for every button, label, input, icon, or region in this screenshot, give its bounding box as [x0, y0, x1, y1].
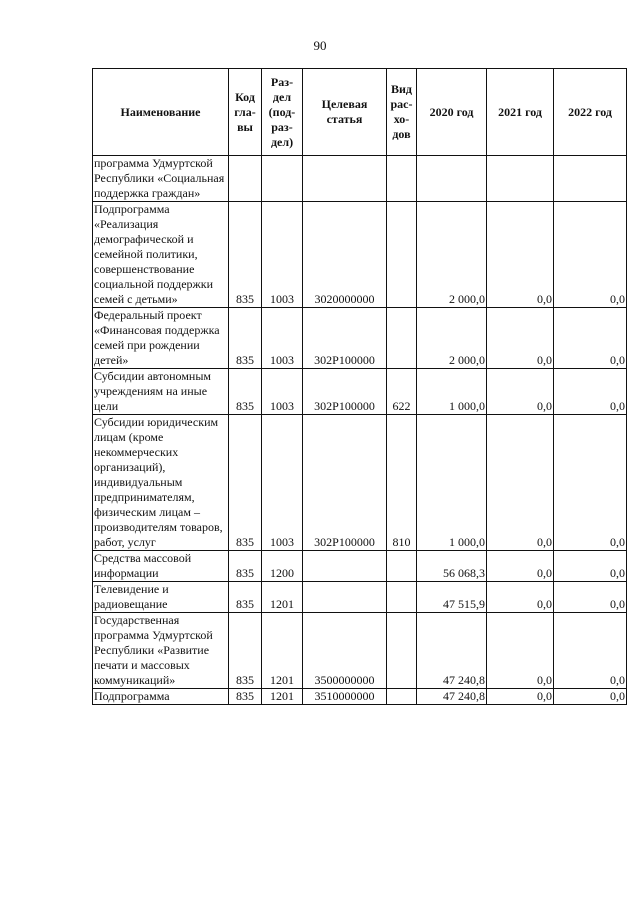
header-name: Наименование — [93, 69, 229, 156]
header-section: Раз-дел (под-раз-дел) — [262, 69, 303, 156]
row-expense-type — [387, 308, 417, 369]
row-target: 302Р100000 — [303, 308, 387, 369]
row-2021: 0,0 — [487, 689, 554, 705]
header-year-2020: 2020 год — [417, 69, 487, 156]
row-2021: 0,0 — [487, 415, 554, 551]
table-row — [93, 308, 627, 369]
row-chapter: 835 — [229, 369, 262, 415]
row-expense-type — [387, 582, 417, 613]
row-2021: 0,0 — [487, 551, 554, 582]
row-2020: 1 000,0 — [417, 369, 487, 415]
row-section: 1201 — [262, 689, 303, 705]
table-row — [93, 613, 627, 689]
row-2022: 0,0 — [554, 551, 627, 582]
row-expense-type: 810 — [387, 415, 417, 551]
row-chapter: 835 — [229, 689, 262, 705]
row-target — [303, 551, 387, 582]
row-2022: 0,0 — [554, 369, 627, 415]
row-chapter: 835 — [229, 308, 262, 369]
row-name: Подпрограмма — [93, 689, 229, 705]
row-target: 302Р100000 — [303, 369, 387, 415]
row-2022 — [554, 156, 627, 202]
row-2022: 0,0 — [554, 689, 627, 705]
row-chapter — [229, 156, 262, 202]
row-2021: 0,0 — [487, 369, 554, 415]
table-body — [93, 156, 627, 705]
row-target: 3020000000 — [303, 202, 387, 308]
row-2020: 56 068,3 — [417, 551, 487, 582]
row-2020: 2 000,0 — [417, 202, 487, 308]
row-expense-type — [387, 551, 417, 582]
row-chapter: 835 — [229, 415, 262, 551]
row-name: Средства массовой информации — [93, 551, 229, 582]
table-row — [93, 582, 627, 613]
header-target-article: Целевая статья — [303, 69, 387, 156]
row-expense-type — [387, 613, 417, 689]
table-row — [93, 202, 627, 308]
row-2020: 47 240,8 — [417, 613, 487, 689]
row-chapter: 835 — [229, 582, 262, 613]
row-section: 1003 — [262, 415, 303, 551]
row-target — [303, 156, 387, 202]
table-row — [93, 551, 627, 582]
row-2021: 0,0 — [487, 202, 554, 308]
row-2021: 0,0 — [487, 582, 554, 613]
table-row — [93, 369, 627, 415]
row-2020: 2 000,0 — [417, 308, 487, 369]
row-2020: 47 515,9 — [417, 582, 487, 613]
row-name: Государственная программа Удмуртской Республики «Развитие печати и массовых коммуникаций» — [93, 613, 229, 689]
row-2022: 0,0 — [554, 582, 627, 613]
row-section — [262, 156, 303, 202]
row-expense-type — [387, 202, 417, 308]
row-2020: 1 000,0 — [417, 415, 487, 551]
row-name: программа Удмуртской Республики «Социальная поддержка граждан» — [93, 156, 229, 202]
row-name: Субсидии юридическим лицам (кроме некоммерческих организаций), индивидуальным предпринимателям, физическим лицам – производителям товаров, работ, услуг — [93, 415, 229, 551]
row-2022: 0,0 — [554, 415, 627, 551]
header-year-2021: 2021 год — [487, 69, 554, 156]
row-target: 302Р100000 — [303, 415, 387, 551]
row-section: 1003 — [262, 369, 303, 415]
row-section: 1201 — [262, 613, 303, 689]
row-name: Подпрограмма «Реализация демографической и семейной политики, совершенствование социальной поддержки семей с детьми» — [93, 202, 229, 308]
table-header — [93, 69, 627, 156]
table-row — [93, 156, 627, 202]
row-name: Субсидии автономным учреждениям на иные цели — [93, 369, 229, 415]
row-expense-type — [387, 689, 417, 705]
table-row — [93, 689, 627, 705]
row-expense-type: 622 — [387, 369, 417, 415]
budget-table — [92, 68, 627, 705]
row-section: 1003 — [262, 202, 303, 308]
header-row — [93, 69, 627, 156]
row-2022: 0,0 — [554, 308, 627, 369]
row-name: Федеральный проект «Финансовая поддержка семей при рождении детей» — [93, 308, 229, 369]
row-2020 — [417, 156, 487, 202]
row-section: 1201 — [262, 582, 303, 613]
table-row — [93, 415, 627, 551]
row-2021: 0,0 — [487, 613, 554, 689]
row-target: 3510000000 — [303, 689, 387, 705]
header-expense-type: Вид рас-хо-дов — [387, 69, 417, 156]
row-name: Телевидение и радиовещание — [93, 582, 229, 613]
row-target — [303, 582, 387, 613]
row-section: 1003 — [262, 308, 303, 369]
row-chapter: 835 — [229, 613, 262, 689]
row-2020: 47 240,8 — [417, 689, 487, 705]
row-chapter: 835 — [229, 551, 262, 582]
row-expense-type — [387, 156, 417, 202]
row-2021: 0,0 — [487, 308, 554, 369]
row-target: 3500000000 — [303, 613, 387, 689]
row-chapter: 835 — [229, 202, 262, 308]
row-2021 — [487, 156, 554, 202]
row-2022: 0,0 — [554, 202, 627, 308]
row-section: 1200 — [262, 551, 303, 582]
row-2022: 0,0 — [554, 613, 627, 689]
header-chapter-code: Код гла-вы — [229, 69, 262, 156]
page-number: 90 — [313, 38, 327, 53]
header-year-2022: 2022 год — [554, 69, 627, 156]
